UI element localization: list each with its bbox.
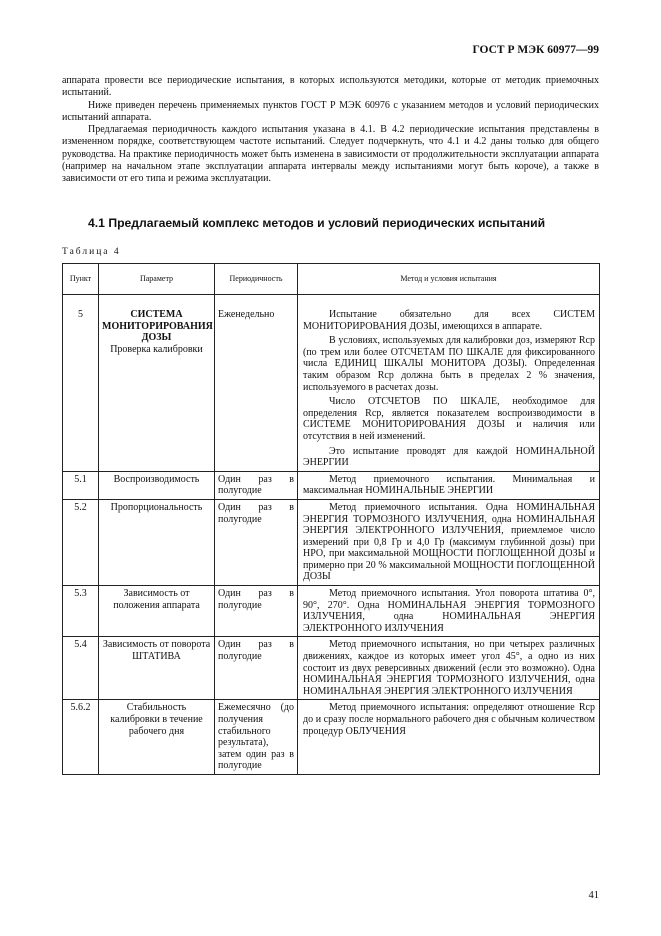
- parameter-subtitle: Проверка калибровки: [110, 343, 203, 355]
- page-number: 41: [588, 890, 599, 901]
- method-paragraph: Метод приемочного испытания. Угол поворота штатива 0°, 90°, 270°. Одна НОМИНАЛЬНАЯ ЭНЕРГИЯ ТОРМОЗНОГО ИЗЛУЧЕНИЯ, одна НОМИНАЛЬНАЯ ЭНЕРГИЯ ЭЛЕКТРОННОГО ИЗЛУЧЕНИЯ: [303, 588, 595, 634]
- method-paragraph: Число ОТСЧЕТОВ ПО ШКАЛЕ, необходимое для определения Rcp, является показателем воспроизводимости в СИСТЕМЕ МОНИТОРИРОВАНИЯ ДОЗЫ и наличия или отсутствия в ней изменений.: [303, 396, 595, 442]
- method-paragraph: Метод приемочного испытания. Одна НОМИНАЛЬНАЯ ЭНЕРГИЯ ТОРМОЗНОГО ИЗЛУЧЕНИЯ, одна НОМИНАЛЬНАЯ ЭНЕРГИЯ ЭЛЕКТРОННОГО ИЗЛУЧЕНИЯ, приемлемое число измерений при 0,8 Гр и 4,0 Гр (максимум глубинной дозы) при НРО, при максимальной МОЩНОСТИ ПОГЛОЩЕННОЙ ДОЗЫ и примерно при 20 % максимальной МОЩНОСТИ ПОГЛОЩЕННОЙ ДОЗЫ: [303, 501, 595, 583]
- row-periodicity: Один раз в полугодие: [215, 637, 298, 700]
- row-periodicity: Один раз в полугодие: [215, 471, 298, 499]
- row-number: 5: [63, 295, 99, 472]
- intro-text: [62, 75, 599, 186]
- row-number: 5.4: [63, 637, 99, 700]
- method-paragraph: Испытание обязательно для всех СИСТЕМ МОНИТОРИРОВАНИЯ ДОЗЫ, имеющихся в аппарате.: [303, 309, 595, 332]
- row-parameter: Пропорциональность: [99, 499, 215, 585]
- row-method: [298, 295, 600, 472]
- table-row: [63, 471, 600, 499]
- row-number: 5.1: [63, 471, 99, 499]
- row-periodicity: Ежемесячно (до получения стабильного результата), затем один раз в полугодие: [215, 700, 298, 775]
- document-header: ГОСТ Р МЭК 60977—99: [472, 44, 599, 56]
- table-row: [63, 637, 600, 700]
- tests-table: [62, 263, 600, 775]
- row-parameter: Зависимость от поворота ШТАТИВА: [99, 637, 215, 700]
- method-paragraph: Это испытание проводят для каждой НОМИНАЛЬНОЙ ЭНЕРГИИ: [303, 445, 595, 469]
- parameter-title: СИСТЕМА МОНИТОРИРОВАНИЯ ДОЗЫ: [102, 309, 213, 344]
- row-method: [298, 499, 600, 585]
- row-parameter: [99, 295, 215, 472]
- row-method: [298, 637, 600, 700]
- row-parameter: Стабильность калибровки в течение рабочего дня: [99, 700, 215, 775]
- row-method: [298, 586, 600, 637]
- method-paragraph: Метод приемочного испытания, но при четырех различных движениях, каждое из которых имеет угол 45°, а одно из них состоит из двух реверсивных движений (если это возможно). Одна НОМИНАЛЬНАЯ ЭНЕРГИЯ ТОРМОЗНОГО ИЗЛУЧЕНИЯ, одна НОМИНАЛЬНАЯ ЭНЕРГИЯ ЭЛЕКТРОННОГО ИЗЛУЧЕНИЯ: [303, 639, 595, 697]
- row-number: 5.6.2: [63, 700, 99, 775]
- paragraph: Предлагаемая периодичность каждого испытания указана в 4.1. В 4.2 периодические испытания представлены в измененном порядке, соответствующем частоте испытаний. Следует подчеркнуть, что 4.1 и 4.2 даны только для общего руководства. На практике периодичность может быть изменена в зависимости от продолжительности эксплуатации аппарата (например на начальном этапе эксплуатации аппарата интервалы между испытаниями могут быть короче), а также в зависимости от его типа и режима эксплуатации.: [62, 124, 599, 185]
- method-paragraph: Метод приемочного испытания: определяют отношение Rcp до и сразу после нормального рабочего дня с обычным количеством процедур ОБЛУЧЕНИЯ: [303, 702, 595, 737]
- column-header: Метод и условия испытания: [298, 264, 600, 295]
- paragraph: Ниже приведен перечень применяемых пунктов ГОСТ Р МЭК 60976 с указанием методов и условий периодических испытаний аппарата.: [62, 99, 599, 123]
- row-method: [298, 471, 600, 499]
- row-periodicity: Один раз в полугодие: [215, 586, 298, 637]
- row-number: 5.2: [63, 499, 99, 585]
- table-row: [63, 586, 600, 637]
- row-parameter: Зависимость от положения аппарата: [99, 586, 215, 637]
- column-header: Параметр: [99, 264, 215, 295]
- column-header: Периодичность: [215, 264, 298, 295]
- table-caption: Таблица 4: [62, 247, 121, 257]
- table-row: [63, 700, 600, 775]
- method-paragraph: В условиях, используемых для калибровки доз, измеряют Rcp (по трем или более ОТСЧЕТАМ ПО ШКАЛЕ для фиксированного числа ЕДИНИЦ ШКАЛЫ МОНИТОРА ДОЗЫ). Определенная таким образом Rcp должна быть в пределах 2 % значения, используемого в расчетах дозы.: [303, 335, 595, 393]
- table-row: [63, 295, 600, 472]
- paragraph: аппарата провести все периодические испытания, в которых используются методики, которые от методик приемочных испытаний.: [62, 75, 599, 99]
- method-paragraph: Метод приемочного испытания. Минимальная и максимальная НОМИНАЛЬНЫЕ ЭНЕРГИИ: [303, 473, 595, 497]
- row-method: [298, 700, 600, 775]
- row-periodicity: Один раз в полугодие: [215, 499, 298, 585]
- column-header: Пункт: [63, 264, 99, 295]
- section-title: 4.1 Предлагаемый комплекс методов и условий периодических испытаний: [88, 216, 546, 230]
- row-parameter: Воспроизводимость: [99, 471, 215, 499]
- table-header-row: [63, 264, 600, 295]
- row-number: 5.3: [63, 586, 99, 637]
- table-row: [63, 499, 600, 585]
- row-periodicity: Еженедельно: [215, 295, 298, 472]
